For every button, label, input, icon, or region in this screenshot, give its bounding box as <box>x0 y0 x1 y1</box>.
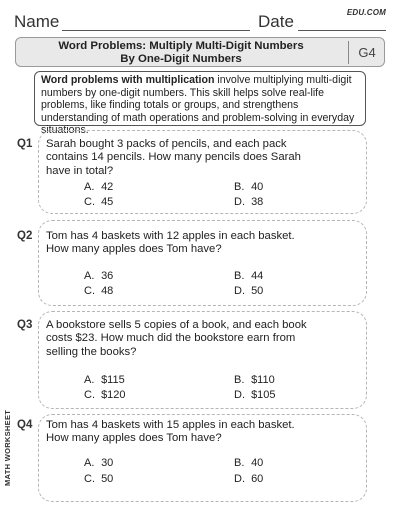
option-d-2[interactable]: D. 50 <box>234 285 264 297</box>
name-line[interactable] <box>62 30 250 31</box>
option-a-2[interactable]: A. 36 <box>84 270 114 282</box>
option-d-4[interactable]: D. 60 <box>234 473 264 485</box>
option-b-4[interactable]: B. 40 <box>234 457 264 469</box>
option-c-3[interactable]: C. $120 <box>84 389 126 401</box>
option-c-4[interactable]: C. 50 <box>84 473 114 485</box>
option-a-3[interactable]: A. $115 <box>84 374 125 386</box>
intro-text: involve multiplying multi-digit numbers by one-digit numbers. This skill helps solve real-life problems, like finding totals or groups, and strengthens understanding of math operations and problem-solving in everyday situations. <box>41 74 355 137</box>
option-b-1[interactable]: B. 40 <box>234 181 264 193</box>
option-a-4[interactable]: A. 30 <box>84 457 114 469</box>
question-number-3: Q3 <box>17 319 33 331</box>
title-box <box>15 37 385 67</box>
worksheet-title-line1: Word Problems: Multiply Multi-Digit Numbers <box>58 40 304 52</box>
question-number-1: Q1 <box>17 138 33 150</box>
option-b-3[interactable]: B. $110 <box>234 374 275 386</box>
worksheet-title-line2: By One-Digit Numbers <box>120 53 242 65</box>
question-text-1: Sarah bought 3 packs of pencils, and each pack contains 14 pencils. How many pencils does Sarah have in total? <box>46 138 301 177</box>
intro-box <box>34 71 366 137</box>
date-label: Date <box>258 12 294 31</box>
date-line[interactable] <box>298 30 386 31</box>
option-c-1[interactable]: C. 45 <box>84 196 114 208</box>
name-label: Name <box>14 12 60 31</box>
question-text-3: A bookstore sells 5 copies of a book, and each book costs $23. How much did the bookstore earn from selling the books? <box>46 319 307 358</box>
question-text-2: Tom has 4 baskets with 12 apples in each basket. How many apples does Tom have? <box>46 230 295 256</box>
question-text-4: Tom has 4 baskets with 15 apples in each basket. How many apples does Tom have? <box>46 419 295 445</box>
grade-label: G4 <box>358 45 376 60</box>
intro-bold: Word problems with multiplication <box>41 74 215 86</box>
question-number-4: Q4 <box>17 419 33 431</box>
option-d-1[interactable]: D. 38 <box>234 196 264 208</box>
option-b-2[interactable]: B. 44 <box>234 270 264 282</box>
question-number-2: Q2 <box>17 230 33 242</box>
option-a-1[interactable]: A. 42 <box>84 181 114 193</box>
option-d-3[interactable]: D. $105 <box>234 389 276 401</box>
option-c-2[interactable]: C. 48 <box>84 285 114 297</box>
brand-logo: EDU.COM <box>346 8 386 17</box>
side-label: MATH WORKSHEET <box>3 409 12 486</box>
